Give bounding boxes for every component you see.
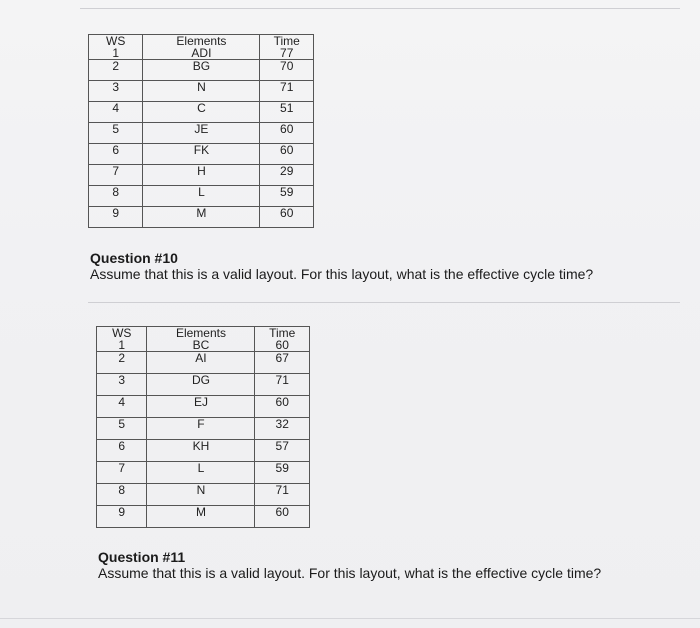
ws-cell: 7 [97, 462, 147, 484]
time-cell: 60 [255, 396, 310, 418]
table-row [89, 60, 314, 81]
time-cell: 67 [255, 352, 310, 374]
question-title: Question #11 [98, 549, 186, 565]
time-cell: 60 [260, 144, 314, 165]
table-row [97, 462, 310, 484]
elements-cell: N [147, 484, 255, 506]
time-cell: 29 [260, 165, 314, 186]
ws-cell: 4 [89, 102, 143, 123]
time-cell: 57 [255, 440, 310, 462]
question-10 [90, 250, 680, 282]
table-row [89, 144, 314, 165]
table-row [97, 352, 310, 374]
header-ws: WS 1 [89, 35, 143, 60]
ws-cell: 5 [97, 418, 147, 440]
table-row [89, 123, 314, 144]
question-text: Assume that this is a valid layout. For this layout, what is the effective cycle time? [98, 565, 602, 581]
ws-cell: 4 [97, 396, 147, 418]
header-elements: Elements ADI [143, 35, 260, 60]
ws-cell: 2 [89, 60, 143, 81]
table-header-row [89, 35, 314, 60]
table-row [89, 102, 314, 123]
table-row [89, 165, 314, 186]
time-cell: 32 [255, 418, 310, 440]
elements-cell: C [143, 102, 260, 123]
elements-cell: FK [143, 144, 260, 165]
table-row [97, 418, 310, 440]
elements-cell: L [143, 186, 260, 207]
header-elements: Elements BC [147, 327, 255, 352]
elements-cell: F [147, 418, 255, 440]
question-text: Assume that this is a valid layout. For this layout, what is the effective cycle time? [90, 266, 594, 282]
ws-cell: 2 [97, 352, 147, 374]
top-divider [80, 8, 680, 9]
elements-cell: BG [143, 60, 260, 81]
time-cell: 59 [255, 462, 310, 484]
table-row [97, 506, 310, 528]
elements-cell: N [143, 81, 260, 102]
table-row [97, 396, 310, 418]
elements-cell: M [147, 506, 255, 528]
table-row [97, 374, 310, 396]
elements-cell: EJ [147, 396, 255, 418]
ws-cell: 9 [97, 506, 147, 528]
time-cell: 70 [260, 60, 314, 81]
ws-cell: 9 [89, 207, 143, 228]
question-11 [98, 549, 688, 581]
time-cell: 51 [260, 102, 314, 123]
header-time: Time 77 [260, 35, 314, 60]
time-cell: 71 [255, 374, 310, 396]
ws-cell: 7 [89, 165, 143, 186]
workstation-table-2 [96, 326, 310, 528]
ws-cell: 3 [89, 81, 143, 102]
ws-cell: 8 [97, 484, 147, 506]
section-divider [88, 302, 680, 303]
bottom-divider [0, 618, 700, 619]
elements-cell: KH [147, 440, 255, 462]
ws-cell: 8 [89, 186, 143, 207]
workstation-table-1 [88, 34, 314, 228]
table-header-row [97, 327, 310, 352]
elements-cell: DG [147, 374, 255, 396]
table-row [89, 186, 314, 207]
header-ws: WS 1 [97, 327, 147, 352]
time-cell: 59 [260, 186, 314, 207]
elements-cell: L [147, 462, 255, 484]
elements-cell: JE [143, 123, 260, 144]
table-row [97, 484, 310, 506]
elements-cell: AI [147, 352, 255, 374]
elements-cell: M [143, 207, 260, 228]
header-time: Time 60 [255, 327, 310, 352]
ws-cell: 6 [97, 440, 147, 462]
elements-cell: H [143, 165, 260, 186]
time-cell: 71 [260, 81, 314, 102]
ws-cell: 5 [89, 123, 143, 144]
time-cell: 60 [255, 506, 310, 528]
table-row [89, 81, 314, 102]
time-cell: 60 [260, 123, 314, 144]
time-cell: 71 [255, 484, 310, 506]
ws-cell: 6 [89, 144, 143, 165]
ws-cell: 3 [97, 374, 147, 396]
table-row [89, 207, 314, 228]
table-row [97, 440, 310, 462]
question-title: Question #10 [90, 250, 178, 266]
time-cell: 60 [260, 207, 314, 228]
